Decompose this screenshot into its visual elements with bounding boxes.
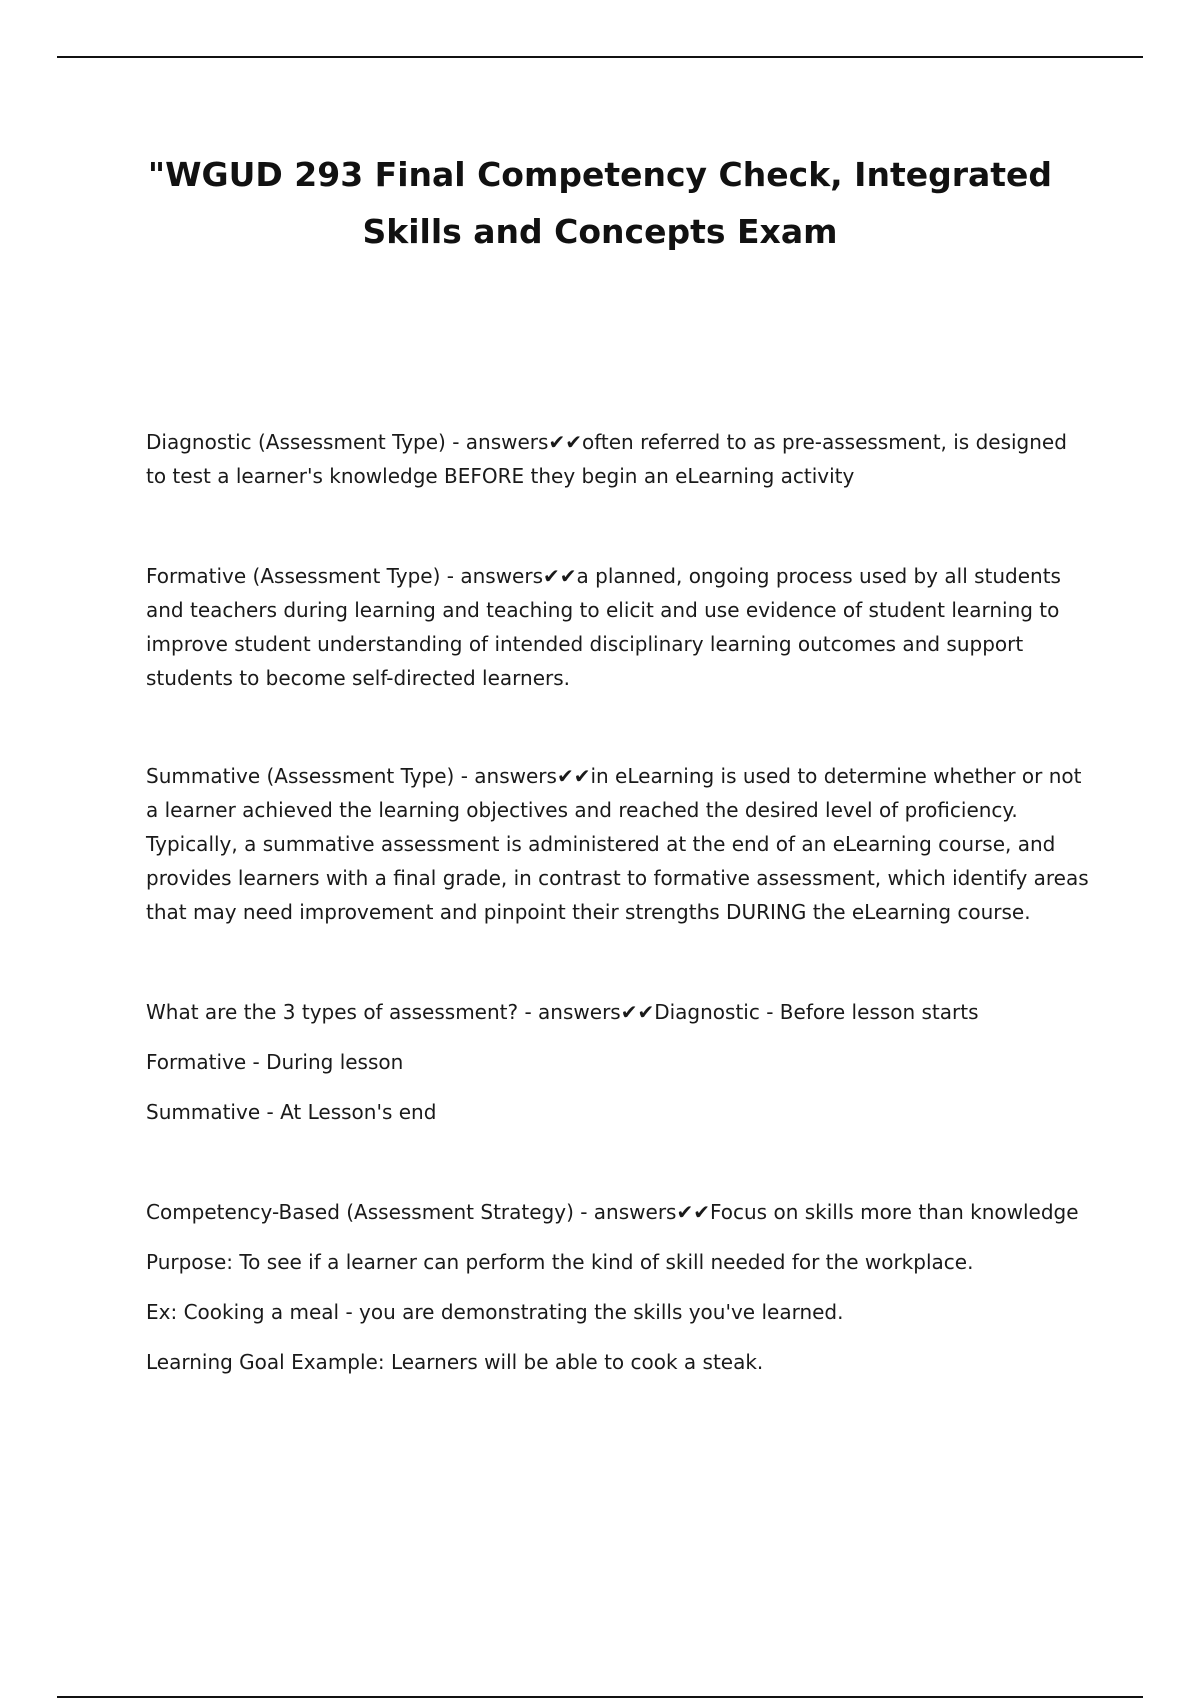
entry-formative (146, 559, 1091, 695)
entry-summative (146, 759, 1091, 929)
entry-text: Formative - During lesson (146, 1050, 404, 1074)
document-title: "WGUD 293 Final Competency Check, Integrated Skills and Concepts Exam (147, 155, 1053, 251)
entry-text: Formative (Assessment Type) - answers✔✔a planned, ongoing process used by all students and teachers during learning and teaching to elicit and use evidence of student learning to improve student understanding of intended disciplinary learning outcomes and support students to become self-directed learners. (146, 564, 1061, 690)
entry-diagnostic (146, 425, 1091, 493)
entry-text: Summative - At Lesson's end (146, 1100, 437, 1124)
entry-assessment-types (146, 995, 1091, 1129)
entry-text: Purpose: To see if a learner can perform the kind of skill needed for the workplace. (146, 1250, 974, 1274)
entry-text: Learning Goal Example: Learners will be able to cook a steak. (146, 1350, 764, 1374)
entry-text: Ex: Cooking a meal - you are demonstrating the skills you've learned. (146, 1300, 844, 1324)
top-rule (57, 56, 1143, 58)
entry-text: Summative (Assessment Type) - answers✔✔in eLearning is used to determine whether or not a learner achieved the learning objectives and reached the desired level of proficiency. Typically, a summative assessment is administered at the end of an eLearning course, and provides learners with a final grade, in contrast to formative assessment, which identify areas that may need improvement and pinpoint their strengths DURING the eLearning course. (146, 764, 1089, 924)
document-body (146, 425, 1091, 1379)
entry-text: Diagnostic (Assessment Type) - answers✔✔often referred to as pre-assessment, is designed to test a learner's knowledge BEFORE they begin an eLearning activity (146, 430, 1067, 488)
bottom-rule (57, 1696, 1143, 1698)
entry-text: Competency-Based (Assessment Strategy) - answers✔✔Focus on skills more than knowledge (146, 1200, 1079, 1224)
entry-text: What are the 3 types of assessment? - answers✔✔Diagnostic - Before lesson starts (146, 1000, 979, 1024)
entry-competency-based (146, 1195, 1091, 1379)
